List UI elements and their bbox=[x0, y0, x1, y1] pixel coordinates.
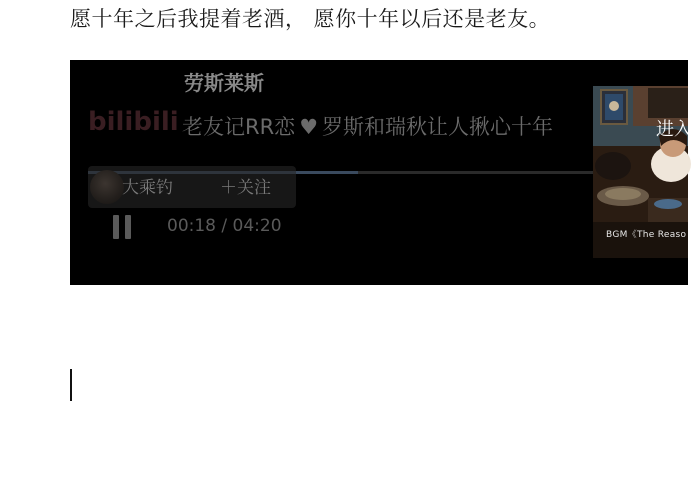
pause-button[interactable] bbox=[113, 215, 135, 239]
video-title-part1: 老友记RR恋 bbox=[182, 115, 296, 139]
pause-icon bbox=[125, 215, 131, 239]
bilibili-logo-icon bbox=[88, 100, 179, 138]
video-thumbnail[interactable] bbox=[593, 86, 688, 258]
bilibili-logo-text: bilibili bbox=[88, 107, 179, 137]
enter-button[interactable]: 进入 bbox=[656, 119, 692, 140]
time-separator: / bbox=[221, 216, 228, 236]
article-paragraph: 愿十年之后我提着老酒， 愿你十年以后还是老友。 bbox=[70, 7, 551, 31]
video-title-part2: 罗斯和瑞秋让人揪心十年 bbox=[322, 115, 554, 139]
uploader-name[interactable]: 大乘钓 bbox=[122, 178, 173, 198]
thumbnail-caption: BGM《The Reaso bbox=[606, 230, 687, 240]
current-time: 00:18 bbox=[167, 216, 216, 236]
avatar[interactable] bbox=[90, 170, 124, 204]
pause-icon bbox=[113, 215, 119, 239]
total-time: 04:20 bbox=[232, 216, 282, 236]
video-player[interactable] bbox=[70, 60, 692, 285]
heart-icon: ♥ bbox=[299, 115, 319, 139]
time-display bbox=[167, 216, 282, 236]
follow-button[interactable]: ＋关注 bbox=[220, 178, 271, 198]
video-title[interactable] bbox=[182, 111, 553, 141]
player-top-title: 劳斯莱斯 bbox=[184, 71, 264, 95]
text-cursor bbox=[70, 369, 72, 401]
